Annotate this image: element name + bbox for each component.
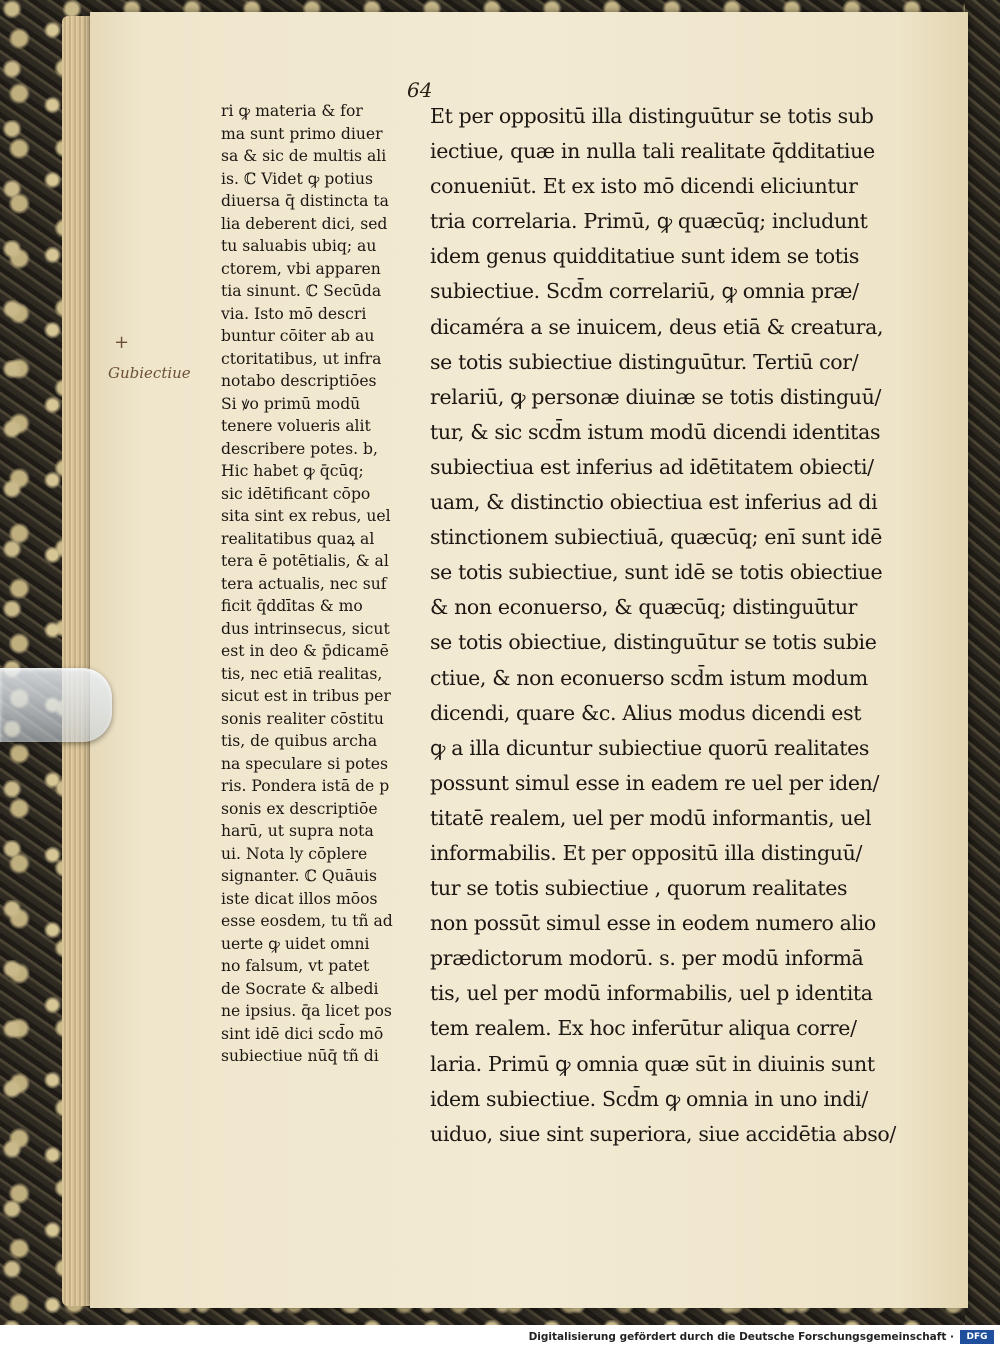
right-column-line: tur, & sic scd̄m istum modū dicendi identitas bbox=[430, 419, 881, 444]
left-column-line: sicut est in tribus per bbox=[221, 687, 391, 705]
right-column-line: titatē realem, uel per modū informantis, uel bbox=[430, 805, 872, 830]
right-column-line: se totis subiectiue distinguūtur. Tertiū cor/ bbox=[430, 349, 859, 374]
right-text-column bbox=[430, 99, 912, 1152]
right-column-line: se totis obiectiue, distinguūtur se totis subie bbox=[430, 630, 877, 655]
left-column-line: ma sunt primo diuer bbox=[221, 124, 383, 143]
left-column-line: tis, de quibus archa bbox=[221, 732, 378, 750]
left-column-line: tu saluabis ubiq; au bbox=[221, 237, 377, 255]
left-column-line: is. ℂ Videt ꝙ potius bbox=[221, 169, 374, 188]
left-column-line: sint idē dici scd̄o mō bbox=[221, 1024, 384, 1043]
left-column-line: esse eosdem, tu tñ ad bbox=[221, 912, 393, 930]
right-column-line: Et per oppositū illa distinguūtur se totis sub bbox=[430, 104, 874, 128]
left-column-line: tenere volueris alit bbox=[221, 417, 371, 435]
left-column-line: lia deberent dici, sed bbox=[221, 214, 388, 233]
left-column-line: ne ipsius. q̄a licet pos bbox=[221, 1002, 392, 1020]
right-column-line: tur se totis subiectiue , quorum realitates bbox=[430, 876, 848, 901]
left-column-line: tis, nec etiā realitas, bbox=[221, 664, 383, 683]
left-column-line: describere potes. b, bbox=[221, 439, 378, 458]
right-column-line: uiduo, siue sint superiora, siue accidētia abso/ bbox=[430, 1121, 896, 1146]
left-column-line: via. Isto mō descri bbox=[221, 304, 367, 323]
funding-credit: Digitalisierung gefördert durch die Deutsche Forschungsgemeinschaft · bbox=[528, 1331, 954, 1343]
left-column-line: de Socrate & albedi bbox=[221, 979, 379, 998]
left-column-line: iste dicat illos mōos bbox=[221, 889, 378, 908]
right-column-line: tria correlaria. Primū, ꝙ quæcūq; includunt bbox=[430, 209, 868, 234]
right-column-line: possunt simul esse in eadem re uel per iden/ bbox=[430, 770, 880, 795]
right-column-line: idem genus quidditatiue sunt idem se totis bbox=[430, 244, 860, 269]
left-column-line: Hic habet ꝙ q̄cūq; bbox=[221, 462, 364, 480]
left-column-line: notabo descriptiōes bbox=[221, 372, 377, 390]
left-column-line: tera actualis, nec suf bbox=[221, 574, 387, 593]
left-column-line: buntur cōiter ab au bbox=[221, 327, 375, 345]
right-board-edge bbox=[965, 0, 1000, 1325]
left-column-line: ctorem, vbi apparen bbox=[221, 259, 381, 278]
left-column-line: ctoritatibus, ut infra bbox=[221, 349, 382, 368]
left-text-column bbox=[221, 100, 417, 1068]
right-column-line: informabilis. Et per oppositū illa distinguū/ bbox=[430, 840, 863, 865]
left-column-line: signanter. ℂ Quāuis bbox=[221, 867, 378, 885]
left-column-line: ri ꝙ materia & for bbox=[221, 102, 363, 120]
left-column-line: sa & sic de multis ali bbox=[221, 147, 387, 165]
left-column-line: sita sint ex rebus, uel bbox=[221, 507, 391, 525]
left-column-line: harū, ut supra nota bbox=[221, 822, 374, 840]
left-column-line: realitatibus quaꝝ al bbox=[221, 529, 375, 548]
right-column-line: relariū, ꝙ personæ diuinæ se totis distinguū/ bbox=[430, 384, 882, 409]
left-column-line: ris. Pondera istā de p bbox=[221, 777, 390, 795]
glass-page-clip bbox=[0, 668, 112, 742]
left-column-line: no falsum, vt patet bbox=[221, 957, 370, 975]
left-column-line: tera ē potētialis, & al bbox=[221, 552, 389, 570]
left-column-line: subiectiue nūq̄ tñ di bbox=[221, 1047, 379, 1065]
left-column-line: ficit q̄ddītas & mo bbox=[221, 597, 363, 615]
margin-annotation: Gubiectiue bbox=[108, 364, 191, 382]
left-column-line: ui. Nota ly cōplere bbox=[221, 844, 368, 863]
right-column-line: uam, & distinctio obiectiua est inferius ad di bbox=[430, 490, 878, 515]
right-column-line: stinctionem subiectiuā, quæcūq; enī sunt idē bbox=[430, 525, 883, 550]
left-column-line: est in deo & p̄dicamē bbox=[221, 642, 389, 660]
right-column-line: tem realem. Ex hoc inferūtur aliqua corre/ bbox=[430, 1016, 857, 1041]
left-column-line: sonis ex descriptiōe bbox=[221, 799, 378, 818]
right-column-line: tis, uel per modū informabilis, uel p identita bbox=[430, 981, 873, 1006]
right-column-line: laria. Primū ꝙ omnia quæ sūt in diuinis sunt bbox=[430, 1051, 875, 1076]
right-column-line: & non econuerso, & quæcūq; distinguūtur bbox=[430, 595, 858, 620]
page-number: 64 bbox=[407, 78, 433, 102]
right-column-line: ctiue, & non econuerso scd̄m istum modum bbox=[430, 665, 868, 690]
left-column-line: sic idētificant cōpo bbox=[221, 484, 371, 503]
left-column-line: sonis realiter cōstitu bbox=[221, 709, 384, 728]
left-column-line: na speculare si potes bbox=[221, 754, 389, 773]
right-column-line: se totis subiectiue, sunt idē se totis obiectiue bbox=[430, 560, 883, 585]
left-column-line: dus intrinsecus, sicut bbox=[221, 619, 390, 638]
footer-bar bbox=[0, 1325, 1000, 1351]
left-column-line: Si ꝟo primū modū bbox=[221, 394, 361, 413]
left-column-line: tia sinunt. ℂ Secūda bbox=[221, 282, 382, 300]
margin-mark: + bbox=[114, 332, 130, 353]
right-column-line: subiectiua est inferius ad idētitatem obiecti/ bbox=[430, 454, 874, 479]
right-column-line: conueniūt. Et ex isto mō dicendi eliciuntur bbox=[430, 174, 858, 199]
right-column-line: prædictorum modorū. s. per modū informā bbox=[430, 946, 864, 971]
right-column-line: ꝙ a illa dicuntur subiectiue quorū realitates bbox=[430, 735, 870, 760]
dfg-logo: DFG bbox=[960, 1330, 994, 1344]
right-column-line: dicendi, quare &c. Alius modus dicendi est bbox=[430, 700, 862, 725]
right-column-line: subiectiue. Scd̄m correlariū, ꝙ omnia præ/ bbox=[430, 279, 859, 304]
right-column-line: non possūt simul esse in eodem numero alio bbox=[430, 911, 876, 936]
left-column-line: uerte ꝙ uidet omni bbox=[221, 934, 370, 953]
left-column-line: diuersa q̄ distincta ta bbox=[221, 192, 389, 210]
right-column-line: idem subiectiue. Scd̄m ꝙ omnia in uno indi/ bbox=[430, 1086, 868, 1111]
right-column-line: dicaméra a se inuicem, deus etiā & creatura, bbox=[430, 314, 884, 339]
right-column-line: iectiue, quæ in nulla tali realitate q̄dditatiue bbox=[430, 139, 875, 164]
